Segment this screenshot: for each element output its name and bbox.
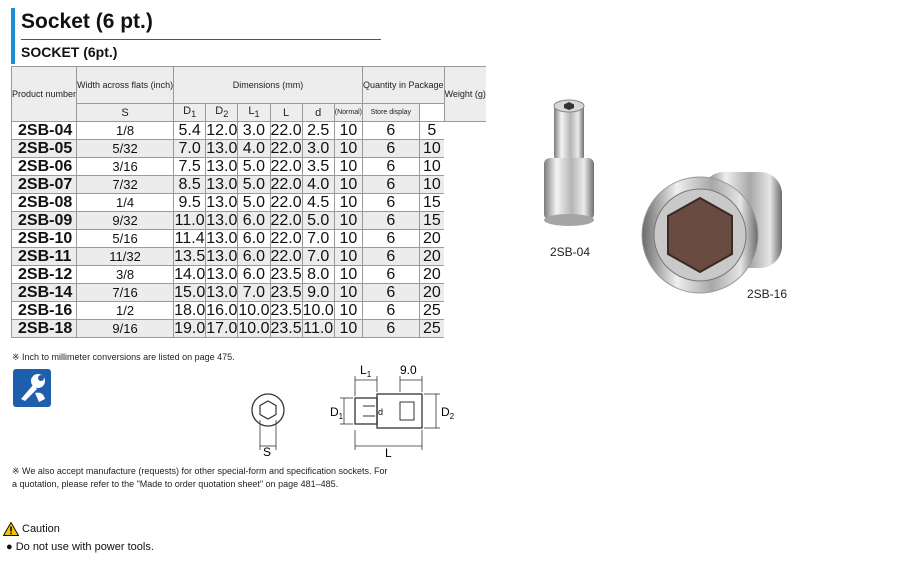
table-row xyxy=(12,194,486,212)
title-divider xyxy=(21,39,381,40)
socket-side-view xyxy=(340,376,440,450)
table-cell: 4.0 xyxy=(302,176,334,194)
table-cell: 5.0 xyxy=(238,176,270,194)
spec-table xyxy=(11,66,486,338)
diagram-label-l1: $L_1$ xyxy=(360,363,372,379)
table-cell: 11.0 xyxy=(303,320,334,337)
table-cell: 10.0 xyxy=(302,302,334,319)
table-cell: 13.0 xyxy=(206,176,238,193)
product-number-cell: 2SB-11 xyxy=(12,248,77,266)
diagram-label-l: L xyxy=(385,446,392,458)
table-cell: 11.4 xyxy=(174,230,205,247)
photo-caption-large: 2SB-16 xyxy=(747,287,788,301)
product-number-cell: 2SB-08 xyxy=(12,194,77,212)
table-cell: 7.0 xyxy=(302,230,334,248)
product-number-cell: 2SB-05 xyxy=(12,140,77,158)
col-width-across-flats: Width across flats (inch) xyxy=(77,67,174,104)
product-number-cell: 2SB-12 xyxy=(12,266,77,284)
col-l1: $L_1$ xyxy=(238,104,270,122)
diagram-label-s: S xyxy=(263,445,272,458)
table-cell: 16.0 xyxy=(206,302,238,319)
table-cell: 10 xyxy=(334,266,362,284)
table-cell: 14.0 xyxy=(174,266,206,283)
table-cell: 10 xyxy=(334,302,362,320)
table-row xyxy=(12,176,486,194)
table-cell: 6 xyxy=(363,212,420,230)
table-cell: 6 xyxy=(363,194,420,212)
col-l: L xyxy=(270,104,302,122)
table-cell: 6 xyxy=(363,302,420,320)
table-cell: 20 xyxy=(419,266,444,284)
table-cell: 25 xyxy=(419,302,444,320)
table-cell: 3.0 xyxy=(302,140,334,158)
product-number-cell: 2SB-14 xyxy=(12,284,77,302)
table-cell: 10 xyxy=(334,158,362,176)
table-cell: 10 xyxy=(419,158,444,176)
table-cell: 20 xyxy=(419,248,444,266)
table-cell: 8.5 xyxy=(174,176,206,194)
table-cell: 10 xyxy=(334,230,362,248)
diagram-label-d2: $D_2$ xyxy=(441,405,455,421)
col-product-number: Product number xyxy=(12,67,77,122)
table-cell: 1/2 xyxy=(77,302,174,320)
table-cell: 5.4 xyxy=(174,122,206,140)
table-cell: 10 xyxy=(334,320,362,338)
product-number-cell: 2SB-18 xyxy=(12,320,77,338)
table-cell: 9.0 xyxy=(302,284,334,302)
table-cell: 13.0 xyxy=(206,266,238,283)
table-row xyxy=(12,320,486,338)
table-cell: 1/8 xyxy=(77,122,174,140)
table-cell: 13.0 xyxy=(206,284,238,301)
page-title: Socket (6 pt.) xyxy=(21,10,153,33)
table-cell: 8.0 xyxy=(302,266,334,284)
table-cell: 25 xyxy=(419,320,444,338)
table-cell: 10 xyxy=(334,284,362,302)
table-cell: 4.0 xyxy=(238,140,270,158)
table-cell: 3.5 xyxy=(302,158,334,176)
warning-triangle-icon xyxy=(3,522,19,536)
table-row xyxy=(12,212,486,230)
table-cell: 23.5 xyxy=(270,302,302,319)
table-cell: 3.0 xyxy=(238,122,270,140)
caution-title: Caution xyxy=(22,523,60,535)
table-cell: 17.0 xyxy=(206,320,238,337)
col-dimensions: Dimensions (mm) xyxy=(174,67,363,104)
socket-dimension-diagram xyxy=(230,358,460,458)
table-cell: 22.0 xyxy=(270,158,302,175)
product-number-cell: 2SB-16 xyxy=(12,302,77,320)
table-cell: 10 xyxy=(334,194,362,212)
table-cell: 6.0 xyxy=(238,212,270,230)
table-cell: 5/32 xyxy=(77,140,174,158)
spec-table-body xyxy=(12,122,486,338)
table-cell: 11/32 xyxy=(77,248,174,266)
table-row xyxy=(12,230,486,248)
table-cell: 6 xyxy=(363,320,420,338)
special-order-note: ※ We also accept manufacture (requests) for other special-form and specification sockets. For a quotation, please refer to the "Made to order quotation sheet" on page 481–485. xyxy=(12,466,388,489)
table-cell: 22.0 xyxy=(270,122,302,139)
table-cell: 6 xyxy=(363,266,420,284)
table-cell: 23.5 xyxy=(270,266,302,283)
product-number-cell: 2SB-04 xyxy=(12,122,77,140)
title-accent-bar xyxy=(11,8,15,64)
table-row xyxy=(12,284,486,302)
socket-photo-2sb-04 xyxy=(540,96,600,236)
table-cell: 22.0 xyxy=(270,194,302,211)
socket-photo-2sb-16 xyxy=(640,160,790,300)
table-cell: 10 xyxy=(419,140,444,158)
table-cell: 7/16 xyxy=(77,284,174,302)
table-cell: 13.0 xyxy=(206,140,238,157)
table-cell: 13.0 xyxy=(206,158,238,175)
col-d1: $D_1$ xyxy=(174,104,206,122)
table-cell: 7.0 xyxy=(302,248,334,266)
table-cell: 15 xyxy=(419,194,444,212)
table-cell: 5/16 xyxy=(77,230,174,248)
wrench-hand-icon xyxy=(13,369,51,407)
table-cell: 10 xyxy=(334,140,362,158)
table-cell: 7/32 xyxy=(77,176,174,194)
table-cell: 10.0 xyxy=(238,302,270,319)
photo-caption-small: 2SB-04 xyxy=(550,245,591,259)
table-cell: 10 xyxy=(334,176,362,194)
table-cell: 10.0 xyxy=(238,320,270,337)
table-cell: 22.0 xyxy=(270,176,302,193)
table-cell: 6 xyxy=(363,230,420,248)
table-row xyxy=(12,302,486,320)
product-number-cell: 2SB-06 xyxy=(12,158,77,176)
table-cell: 6 xyxy=(363,248,420,266)
table-cell: 23.5 xyxy=(270,284,302,301)
table-cell: 6.0 xyxy=(238,230,270,248)
col-s: S xyxy=(77,104,174,122)
table-cell: 15.0 xyxy=(174,284,206,301)
table-cell: 6 xyxy=(363,176,420,194)
table-cell: 2.5 xyxy=(302,122,334,140)
table-cell: 22.0 xyxy=(270,140,302,157)
table-cell: 10 xyxy=(334,212,362,230)
product-number-cell: 2SB-07 xyxy=(12,176,77,194)
table-cell: 5.0 xyxy=(302,212,334,230)
table-cell: 20 xyxy=(419,284,444,302)
table-cell: 13.0 xyxy=(206,230,238,247)
table-cell: 23.5 xyxy=(270,320,302,337)
col-quantity: Quantity in Package xyxy=(363,67,445,104)
table-cell: 13.0 xyxy=(206,212,238,229)
diagram-label-d1: $D_1$ xyxy=(330,405,344,421)
table-cell: 18.0 xyxy=(174,302,206,319)
section-subtitle: SOCKET (6pt.) xyxy=(21,44,118,60)
table-cell: 6 xyxy=(363,140,420,158)
table-row xyxy=(12,122,486,140)
table-cell: 22.0 xyxy=(270,230,302,247)
socket-end-view xyxy=(252,394,284,450)
table-cell: 19.0 xyxy=(174,320,206,337)
table-cell: 13.0 xyxy=(206,194,238,211)
table-row xyxy=(12,158,486,176)
table-cell: 11.0 xyxy=(174,212,205,229)
table-cell: 10 xyxy=(334,248,362,266)
table-cell: 3/16 xyxy=(77,158,174,176)
table-cell: 5 xyxy=(419,122,444,140)
table-cell: 20 xyxy=(419,230,444,248)
caution-item: ● Do not use with power tools. xyxy=(6,541,154,553)
table-cell: 10 xyxy=(334,122,362,140)
table-row xyxy=(12,248,486,266)
col-store-display: Store display xyxy=(363,104,420,122)
col-d2: $D_2$ xyxy=(206,104,238,122)
table-cell: 7.0 xyxy=(238,284,270,302)
col-weight: Weight (g) xyxy=(444,67,486,122)
table-cell: 15 xyxy=(419,212,444,230)
table-cell: 10 xyxy=(419,176,444,194)
table-cell: 12.0 xyxy=(206,122,238,139)
table-cell: 7.5 xyxy=(174,158,206,176)
table-cell: 6.0 xyxy=(238,248,270,266)
table-row xyxy=(12,140,486,158)
table-cell: 9/32 xyxy=(77,212,174,230)
table-cell: 5.0 xyxy=(238,194,270,212)
table-cell: 7.0 xyxy=(174,140,206,158)
conversion-note: ※ Inch to millimeter conversions are listed on page 475. xyxy=(12,352,235,362)
table-cell: 1/4 xyxy=(77,194,174,212)
table-row xyxy=(12,266,486,284)
col-normal: (Normal) xyxy=(334,104,362,122)
table-cell: 13.0 xyxy=(206,248,238,265)
table-cell: 9.5 xyxy=(174,194,206,212)
diagram-label-9mm: 9.0 xyxy=(400,363,417,377)
table-cell: 6 xyxy=(363,158,420,176)
table-cell: 6 xyxy=(363,122,420,140)
table-cell: 5.0 xyxy=(238,158,270,176)
product-number-cell: 2SB-10 xyxy=(12,230,77,248)
table-cell: 3/8 xyxy=(77,266,174,284)
table-cell: 4.5 xyxy=(302,194,334,212)
diagram-label-d: d xyxy=(378,407,384,417)
table-cell: 9/16 xyxy=(77,320,174,338)
product-number-cell: 2SB-09 xyxy=(12,212,77,230)
table-cell: 22.0 xyxy=(270,212,302,229)
table-cell: 6.0 xyxy=(238,266,270,284)
col-d: d xyxy=(302,104,334,122)
table-cell: 22.0 xyxy=(270,248,302,265)
table-cell: 13.5 xyxy=(174,248,206,265)
table-cell: 6 xyxy=(363,284,420,302)
